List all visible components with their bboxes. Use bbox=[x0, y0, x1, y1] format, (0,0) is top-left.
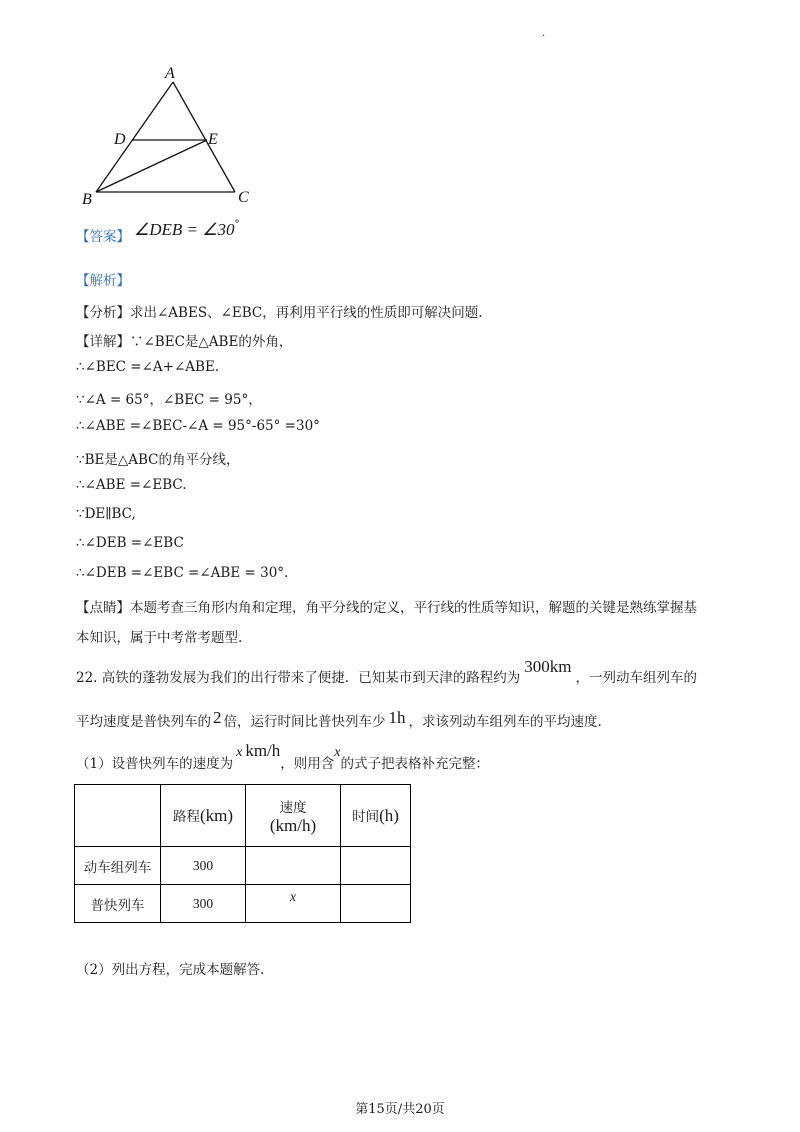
row-time bbox=[341, 885, 411, 923]
table-header-speed: 速度 (km/h) bbox=[246, 785, 341, 847]
label-b: B bbox=[82, 191, 92, 208]
row-distance: 300 bbox=[161, 847, 246, 885]
row-time bbox=[341, 847, 411, 885]
row-name: 普快列车 bbox=[75, 885, 161, 923]
header-mark: . bbox=[542, 28, 546, 39]
problem-number: 22. bbox=[76, 670, 98, 686]
table-header-distance: 路程(km) bbox=[161, 785, 246, 847]
part-2: （2）列出方程，完成本题解答. bbox=[76, 962, 265, 978]
analysis-line-3: ∵∠A = 65°，∠BEC = 95°， bbox=[76, 392, 262, 408]
segment-ac bbox=[173, 82, 235, 192]
analysis-line-4: ∴∠ABE =∠BEC-∠A = 95°-65° =30° bbox=[76, 418, 320, 434]
analysis-line-8: ∴∠DEB =∠EBC bbox=[76, 535, 184, 551]
answer-degree: ° bbox=[234, 219, 240, 231]
table-row bbox=[75, 847, 411, 885]
speed-table bbox=[74, 784, 411, 923]
analysis-line-7: ∵DE∥BC, bbox=[76, 506, 136, 522]
table-row bbox=[75, 885, 411, 923]
problem-line-1: 22. 高铁的蓬勃发展为我们的出行带来了便捷．已知某市到天津的路程约为300km，一列动车组列车的 bbox=[76, 657, 698, 686]
comment-line-2: 本知识，属于中考常考题型. bbox=[76, 630, 243, 646]
answer-expression: ∠DEB = ∠30 bbox=[134, 220, 235, 239]
segment-ab bbox=[96, 82, 173, 192]
analysis-line-2: ∴∠BEC =∠A+∠ABE. bbox=[76, 359, 220, 375]
analysis-line-9: ∴∠DEB =∠EBC =∠ABE = 30°. bbox=[76, 565, 289, 581]
comment-line-1: 【点睛】本题考查三角形内角和定理，角平分线的定义，平行线的性质等知识，解题的关键是熟练掌握基 bbox=[76, 600, 697, 616]
answer-tag: 【答案】 bbox=[76, 229, 130, 245]
answer-row bbox=[76, 219, 240, 246]
analysis-line-0: 【分析】求出∠ABES、∠EBC，再利用平行线的性质即可解决问题. bbox=[76, 305, 483, 321]
problem-ratio: 2 bbox=[213, 708, 222, 727]
part1-variable: x bbox=[236, 745, 243, 760]
label-c: C bbox=[238, 189, 249, 206]
label-a: A bbox=[165, 65, 175, 82]
label-d: D bbox=[114, 131, 126, 148]
table-header-empty bbox=[75, 785, 161, 847]
analysis-line-6: ∴∠ABE =∠EBC. bbox=[76, 477, 187, 493]
label-e: E bbox=[208, 131, 218, 148]
analysis-line-1: 【详解】∵∠BEC是△ABE的外角， bbox=[76, 334, 293, 350]
page-footer: 第15页/共20页 bbox=[355, 1102, 445, 1117]
part1-variable-2: x bbox=[334, 745, 341, 760]
analysis-tag: 【解析】 bbox=[76, 273, 130, 289]
problem-line-2: 平均速度是普快列车的 2 倍，运行时间比普快列车少 1h ，求该列动车组列车的平均速度. bbox=[76, 708, 602, 730]
row-name: 动车组列车 bbox=[75, 847, 161, 885]
problem-time-diff: 1h bbox=[388, 708, 406, 727]
segment-be bbox=[96, 140, 207, 192]
row-speed: x bbox=[246, 885, 341, 923]
row-distance: 300 bbox=[161, 885, 246, 923]
row-speed bbox=[246, 847, 341, 885]
analysis-line-5: ∵BE是△ABC的角平分线， bbox=[76, 452, 240, 468]
triangle-figure bbox=[70, 62, 270, 212]
table-header-time: 时间(h) bbox=[341, 785, 411, 847]
part1-unit: km/h bbox=[245, 741, 281, 760]
problem-distance: 300km bbox=[524, 657, 572, 676]
part-1: （1）设普快列车的速度为x km/h，则用含x的式子把表格补充完整： bbox=[76, 741, 489, 772]
